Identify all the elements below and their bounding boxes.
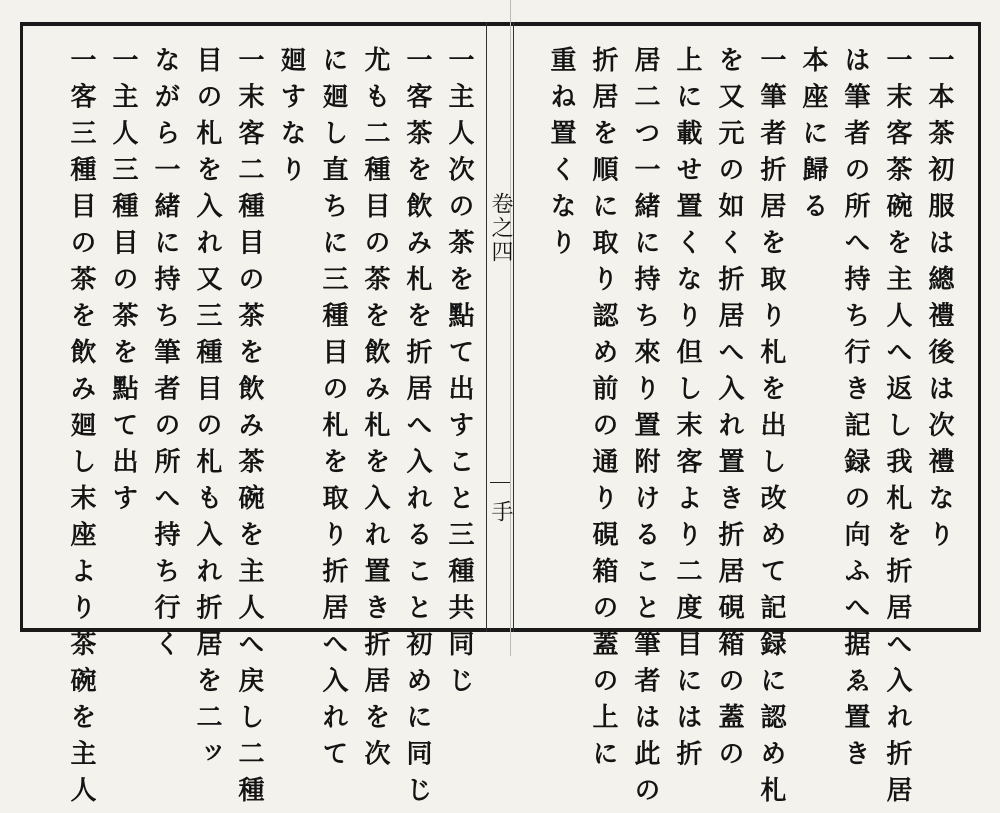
text-column: 重ね置くなり bbox=[546, 46, 576, 265]
gutter-rule-left bbox=[486, 22, 487, 632]
text-column: 尤も二種目の茶を飲み札を入れ置き折居を次 bbox=[360, 46, 390, 776]
page-number: 手 bbox=[488, 500, 513, 522]
text-column: を又元の如く折居へ入れ置き折居硯箱の蓋の bbox=[714, 46, 744, 776]
text-column: は筆者の所へ持ち行き記録の向ふへ据ゑ置き bbox=[840, 46, 870, 776]
text-column: 一客茶を飲み札を折居へ入れること初めに同じ bbox=[402, 46, 432, 813]
text-column: 上に載せ置くなり但し末客より二度目には折 bbox=[672, 46, 702, 776]
text-column: 折居を順に取り認め前の通り硯箱の蓋の上に bbox=[588, 46, 618, 776]
right-page-text bbox=[540, 46, 960, 813]
gutter-separator bbox=[490, 482, 510, 483]
frame-left-rule bbox=[20, 22, 23, 632]
text-column: に廻し直ちに三種目の札を取り折居へ入れて bbox=[318, 46, 348, 776]
text-column: 一主人次の茶を點て出すこと三種共同じ bbox=[444, 46, 474, 703]
text-column: 一主人三種目の茶を點て出す bbox=[108, 46, 138, 521]
text-column: 一本茶初服は總禮後は次禮なり bbox=[924, 46, 954, 557]
volume-label: 卷之四 bbox=[488, 192, 513, 264]
text-column: 一筆者折居を取り札を出し改めて記録に認め札 bbox=[756, 46, 786, 813]
center-gutter bbox=[486, 22, 514, 632]
text-column: 一末客茶碗を主人へ返し我札を折居へ入れ折居 bbox=[882, 46, 912, 813]
text-column: ながら一緒に持ち筆者の所へ持ち行く bbox=[150, 46, 180, 667]
text-column: 本座に歸る bbox=[798, 46, 828, 229]
text-column: 目の札を入れ又三種目の札も入れ折居を二ッ bbox=[192, 46, 222, 776]
gutter-rule-right bbox=[513, 22, 514, 632]
text-column: 一客三種目の茶を飲み廻し末座より茶碗を主人 bbox=[66, 46, 96, 813]
text-column: 一末客二種目の茶を飲み茶碗を主人へ戻し二種 bbox=[234, 46, 264, 813]
left-page-text bbox=[40, 46, 480, 813]
page-fold-line bbox=[510, 0, 511, 656]
text-column: 居二つ一緒に持ち來り置附けること筆者は此の bbox=[630, 46, 660, 813]
frame-right-rule bbox=[978, 22, 981, 632]
text-column: 廻すなり bbox=[276, 46, 306, 192]
